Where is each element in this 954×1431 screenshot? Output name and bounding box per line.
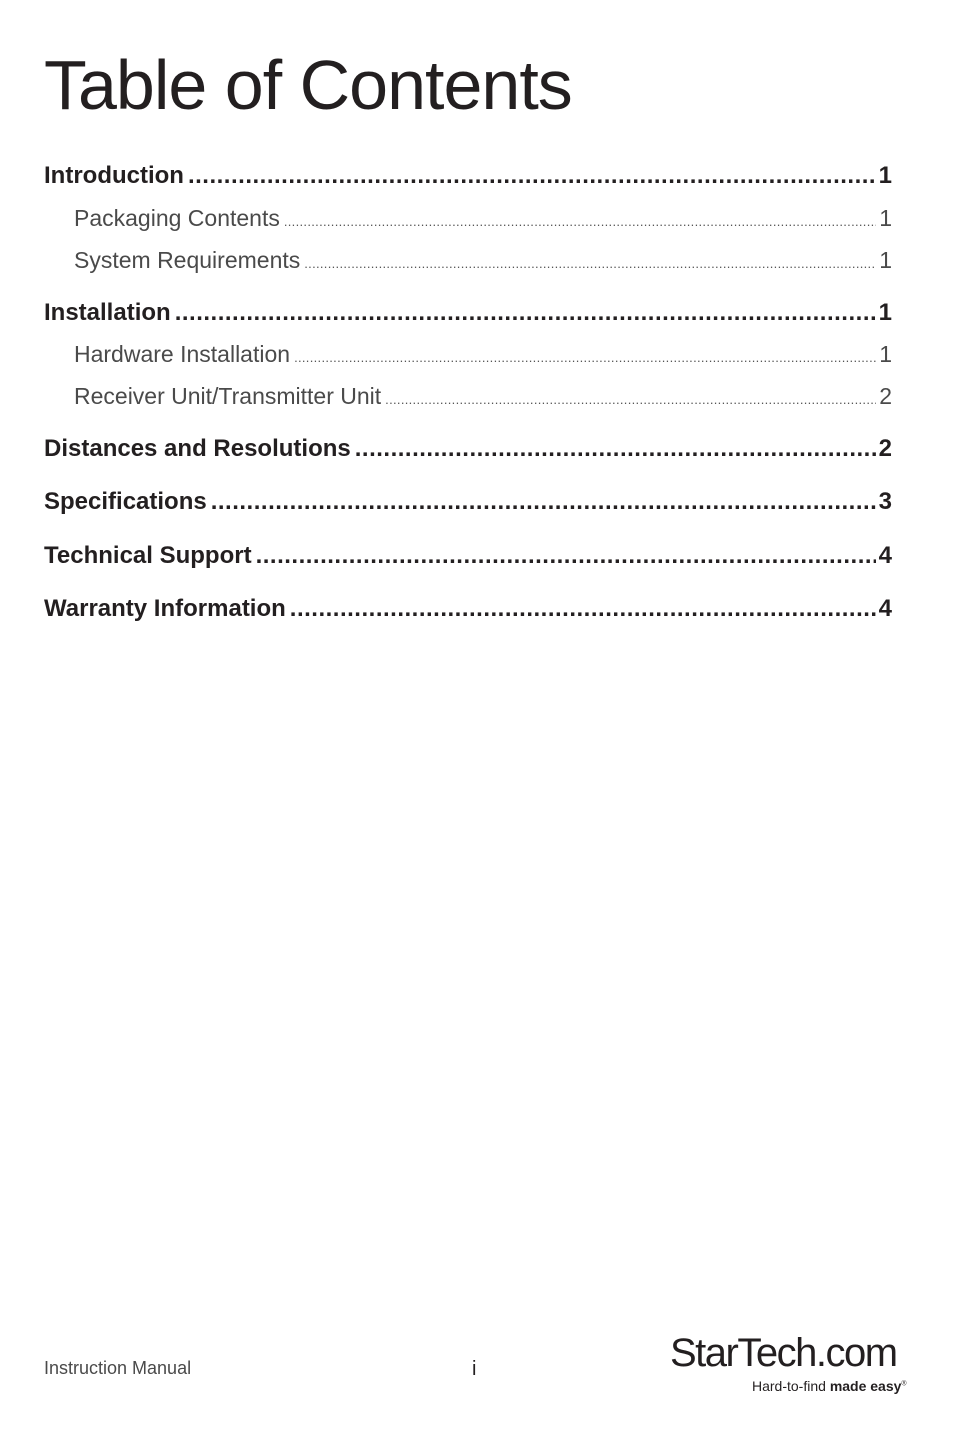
toc-entry-receiver-transmitter-unit[interactable] (74, 383, 892, 410)
toc-page-number: 1 (879, 247, 892, 273)
toc-entry-system-requirements[interactable] (74, 247, 892, 274)
toc-entry-label: Hardware Installation (74, 341, 291, 367)
toc-dot-leader (355, 435, 876, 463)
toc-page-number: 3 (878, 488, 892, 515)
toc-page-number: 1 (879, 205, 892, 231)
toc-dot-leader (175, 299, 876, 327)
page-title: Table of Contents (44, 46, 572, 124)
toc-dot-leader (294, 350, 876, 365)
toc-entry-label: Introduction (44, 162, 184, 189)
toc-entry-installation[interactable] (44, 299, 892, 327)
toc-dot-leader (290, 595, 876, 623)
footer-page-number: i (472, 1358, 477, 1380)
toc-page-number: 2 (879, 383, 892, 409)
toc-dot-leader (211, 488, 876, 516)
toc-dot-leader (256, 542, 876, 570)
toc-entry-hardware-installation[interactable] (74, 341, 892, 368)
logo-tagline-regular: Hard-to-find (752, 1378, 830, 1394)
startech-logo (670, 1326, 920, 1398)
toc-entry-label: System Requirements (74, 247, 301, 273)
toc-entry-label: Packaging Contents (74, 205, 280, 231)
toc-dot-leader (188, 162, 876, 190)
toc-dot-leader (304, 256, 876, 271)
toc-entry-label: Distances and Resolutions (44, 435, 351, 462)
toc-entry-packaging-contents[interactable] (74, 205, 892, 232)
toc-entry-distances-and-resolutions[interactable] (44, 435, 892, 463)
toc-entry-label: Technical Support (44, 542, 252, 569)
toc-page-number: 1 (879, 341, 892, 367)
logo-tagline (752, 1378, 907, 1394)
toc-entry-technical-support[interactable] (44, 542, 892, 570)
toc-entry-label: Installation (44, 299, 171, 326)
toc-entry-warranty-information[interactable] (44, 595, 892, 623)
toc-entry-label: Receiver Unit/Transmitter Unit (74, 383, 382, 409)
footer-document-type: Instruction Manual (44, 1358, 192, 1378)
toc-dot-leader (284, 214, 876, 229)
toc-entry-specifications[interactable] (44, 488, 892, 516)
toc-entry-label: Specifications (44, 488, 207, 515)
toc-entry-introduction[interactable] (44, 162, 892, 190)
toc-page-number: 4 (878, 595, 892, 622)
logo-tagline-bold: made easy (829, 1378, 902, 1394)
toc-page-number: 1 (878, 299, 892, 326)
startech-logo-wordmark (670, 1326, 920, 1376)
registered-mark: ® (901, 1380, 907, 1388)
toc-page-number: 1 (878, 162, 892, 189)
toc-dot-leader (385, 392, 876, 407)
toc-entry-label: Warranty Information (44, 595, 286, 622)
toc-page-number: 4 (878, 542, 892, 569)
toc-page-number: 2 (878, 435, 892, 462)
logo-brand-text: StarTech.com (670, 1331, 897, 1375)
